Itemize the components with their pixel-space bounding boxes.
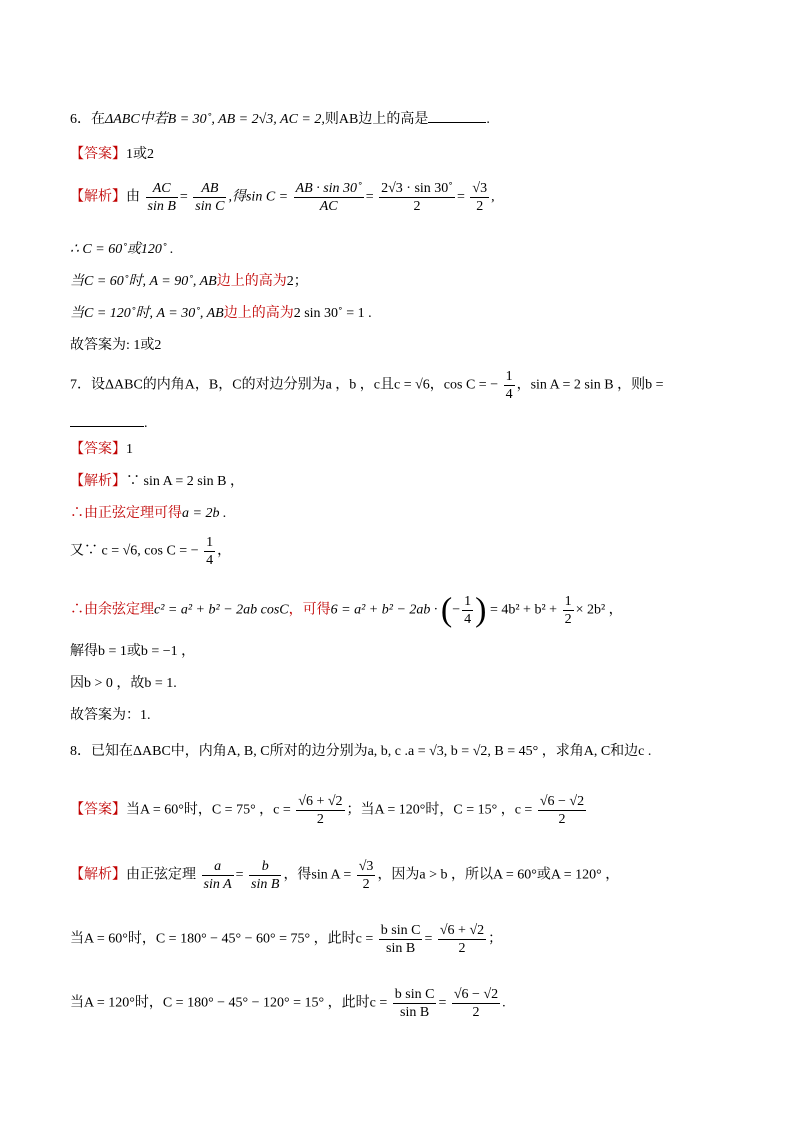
fraction [193,180,226,215]
frac-den: 2 [458,941,466,956]
text: 2； [286,274,308,289]
fraction [393,986,437,1021]
text: 边上的高为 [216,274,287,289]
fraction [146,180,178,215]
text: ∴由余弦定理 [70,602,154,618]
frac-den: 2 [362,877,370,892]
frac-num: b sin C [380,923,421,938]
fraction [296,793,344,828]
text: ，得sin A = [283,867,352,883]
q7-analysis-5: 解得b = 1或b = −1 ， [70,644,196,659]
fraction [294,180,364,215]
answer-blank [70,412,144,427]
text: 当A = 60°时，C = 75° ，c = [126,802,291,818]
text: . [502,995,506,1011]
analysis-label: 【解析】 [70,867,126,883]
text: 又∵ c = √6, cos C = − [70,543,199,559]
q6-analysis-2: ∴ C = 60˚或120˚ . [70,242,174,257]
text: ， [217,543,232,559]
frac-num: 1 [505,369,513,384]
frac-num: 2√3 · sin 30˚ [381,181,453,196]
q6-analysis-3 [70,272,308,292]
q8-analysis-2: 当A = 60°时，C = 180° − 45° − 60° = 75° ，此时c = $\frac{\text{b sin C}}{\text{sin B}}$ = $\frac{√6 + √2}{2}$ ； [70,923,503,956]
frac-num: b [249,858,281,876]
fraction [202,858,234,893]
answer-label: 【答案】 [70,802,126,818]
text: 由 [126,189,140,205]
text: ，因为a > b ，所以A = 60°或A = 120° ， [377,867,620,883]
text: = 4b² + b² + [489,602,558,618]
answer-label: 【答案】 [70,442,126,457]
q6-analysis-1: 【解析】由 $\frac{AC}{\text{sin B}}$ = $\frac{AB}{\text{sin C}}$ ,得sin C = $\frac{AB \cdot \sin 30˚}{AC}$ = $\frac{2√3 \cdot \sin 30˚}{2}$ = $\frac{√3}{2}$ , [70,181,495,214]
frac-den: 4 [464,612,472,627]
text: ，sin A = 2 sin B ，则b = [516,377,664,393]
frac-num: AB · sin 30˚ [295,181,362,196]
fraction [379,922,423,957]
text: ∵ sin A = 2 sin B ， [126,474,244,489]
q6-question: 则AB边上的高是 [324,112,429,127]
fraction [538,793,586,828]
frac-num: √3 [358,859,374,874]
q8-analysis-3: 当A = 120°时，C = 180° − 45° − 120° = 15° ，此时c = $\frac{\text{b sin C}}{\text{sin B}}$ = $\frac{√6 - √2}{2}$ . [70,987,506,1020]
fraction [204,534,215,569]
fraction [438,922,486,957]
q6-final: 故答案为: 1或2 [70,338,162,353]
frac-num: √6 − √2 [453,987,499,1002]
text: ,得sin C = [228,189,289,205]
answer-blank [428,108,486,123]
fraction [470,180,489,215]
q8-stem: 8．已知在ΔABC中，内角A, B, C所对的边分别为a, b, c .a = √3, b = √2, B = 45° ，求角A, C和边c . [70,744,652,759]
text: ∴由正弦定理可得 [70,506,182,521]
fraction [379,180,455,215]
analysis-label: 【解析】 [70,189,126,205]
text: 当C = 120˚时, A = 30˚, AB [70,306,224,321]
fraction [249,858,281,893]
frac-den: 4 [505,387,513,402]
fraction [504,368,515,403]
fraction [357,858,376,893]
q7-analysis-6: 因b > 0 ，故b = 1. [70,676,177,691]
q7-analysis-4 [70,593,623,628]
frac-den: sin B [400,1005,430,1020]
frac-num: AC [146,180,178,198]
text: 边上的高为 [223,306,294,321]
frac-num: 1 [564,594,572,609]
q7-analysis-2 [70,504,226,524]
frac-den: 2 [476,199,484,214]
q6-condition: ΔABC中若B = 30˚, AB = 2√3, AC = 2, [105,112,325,127]
q7-analysis-1 [70,472,244,492]
frac-num: √6 − √2 [539,794,585,809]
frac-den: sin B [147,199,176,214]
left-paren: ( [440,591,453,629]
fraction [563,593,574,628]
analysis-label: 【解析】 [70,474,126,489]
text: ，可得 [288,602,331,618]
q6-analysis-4 [70,304,372,324]
text: 当A = 60°时，C = 180° − 45° − 60° = 75° ，此时c = [70,931,374,947]
q6-stem: 6．在ΔABC中若B = 30˚, AB = 2√3, AC = 2,则AB边上的高是 . [70,108,490,130]
fraction [452,986,500,1021]
q6-answer [70,145,154,165]
q7-blank-line: . [70,412,148,434]
right-paren: ) [475,591,487,629]
text: ；当A = 120°时，C = 15° ，c = [346,802,533,818]
frac-num: AB [193,180,226,198]
q7-answer [70,440,133,460]
frac-den: 2 [413,199,421,214]
text: 由正弦定理 [126,867,196,883]
frac-num: b sin C [394,987,435,1002]
frac-num: √6 + √2 [439,923,485,938]
q6-number: 6．在 [70,112,105,127]
text: 当A = 120°时，C = 180° − 45° − 120° = 15° ，此时c = [70,995,388,1011]
frac-num: 1 [464,594,472,609]
text: c² = a² + b² − 2ab cosC [154,602,289,618]
q8-answer [70,793,588,828]
frac-den: 4 [206,553,214,568]
frac-den: sin B [251,877,280,892]
frac-den: 2 [564,612,572,627]
text: ； [488,931,503,947]
frac-den: 2 [558,812,566,827]
text: × 2b² ， [575,602,623,618]
answer-label: 【答案】 [70,147,126,162]
frac-num: √3 [472,181,488,196]
q7-analysis-3 [70,534,231,569]
frac-den: AC [319,199,338,214]
text: − [452,602,461,618]
q7-answer-value: 1 [126,442,133,457]
q6-answer-value: 1或2 [126,147,154,162]
frac-num: 1 [206,535,214,550]
text: 当C = 60˚时, A = 90˚, AB [70,274,217,289]
frac-den: sin A [203,877,232,892]
q7-final: 故答案为：1. [70,708,151,723]
frac-num: √6 + √2 [298,794,343,809]
frac-den: 2 [316,812,324,827]
text: 2 sin 30˚ = 1 . [293,306,372,321]
frac-den: sin B [386,941,416,956]
frac-num: a [202,858,234,876]
text: 6 = a² + b² − 2ab · [330,602,438,618]
frac-den: 2 [472,1005,480,1020]
text: 7．设ΔABC的内角A，B，C的对边分别为a ，b ，c且c = √6，cos C = − [70,377,499,393]
q7-stem [70,368,663,403]
q8-analysis-1: 【解析】由正弦定理 $\frac{a}{\text{sin A}}$ = $\frac{b}{\text{sin B}}$ ，得sin A = $\frac{√3}{2}$ ，因为a > b ，所以A = 60°或A = 120° ， [70,859,620,892]
text: a = 2b . [182,506,227,521]
frac-den: sin C [195,199,225,214]
fraction [462,593,473,628]
